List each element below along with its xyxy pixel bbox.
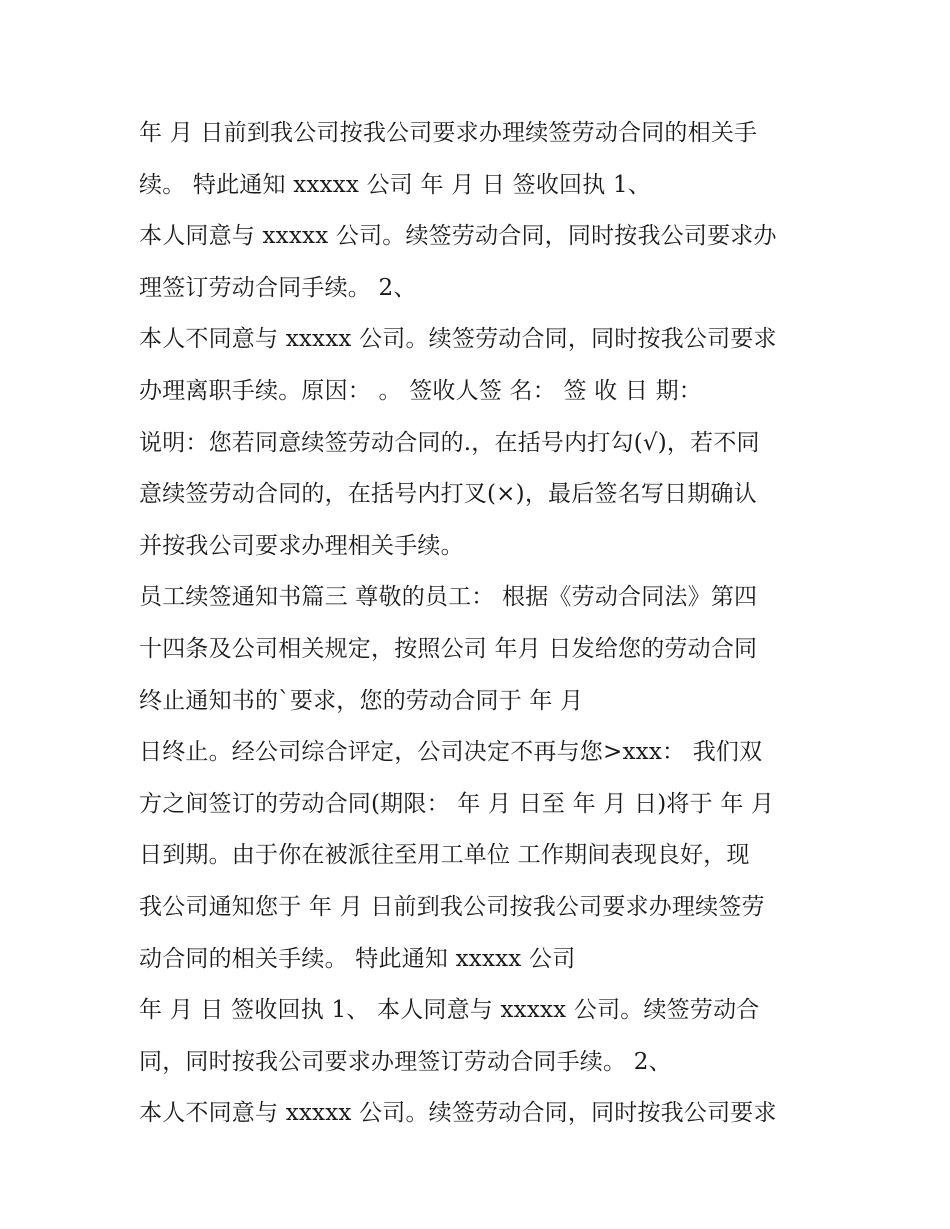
- text-line: 本人同意与 xxxxx 公司。续签劳动合同，同时按我公司要求办: [139, 223, 777, 250]
- text-line: 日到期。由于你在被派往至用工单位 工作期间表现良好，现: [139, 842, 750, 869]
- text-line: 本人不同意与 xxxxx 公司。续签劳动合同，同时按我公司要求: [139, 1100, 777, 1127]
- text-line: 理签订劳动合同手续。 2、: [139, 274, 417, 301]
- text-line: 年 月 日前到我公司按我公司要求办理续签劳动合同的相关手: [139, 120, 758, 146]
- text-line: 日终止。经公司综合评定，公司决定不再与您>xxx： 我们双: [139, 739, 763, 766]
- text-line: 十四条及公司相关规定，按照公司 年月 日发给您的劳动合同: [139, 635, 758, 662]
- text-line: 年 月 日 签收回执 1、 本人同意与 xxxxx 公司。续签劳动合: [139, 997, 760, 1024]
- text-line: 动合同的相关手续。 特此通知 xxxxx 公司: [139, 945, 576, 972]
- text-line: 我公司通知您于 年 月 日前到我公司按我公司要求办理续签劳: [139, 893, 765, 920]
- text-line: 并按我公司要求办理相关手续。: [139, 532, 464, 559]
- text-line: 终止通知书的`要求，您的劳动合同于 年 月: [139, 687, 584, 714]
- text-line: 本人不同意与 xxxxx 公司。续签劳动合同，同时按我公司要求: [139, 326, 777, 353]
- text-line: 说明：您若同意续签劳动合同的.，在括号内打勾(√)，若不同: [139, 429, 760, 456]
- text-line: 员工续签通知书篇三 尊敬的员工： 根据《劳动合同法》第四: [139, 584, 758, 611]
- document-body: [139, 108, 829, 1140]
- text-line: 方之间签订的劳动合同(期限： 年 月 日至 年 月 日)将于 年 月: [139, 790, 775, 817]
- text-line: 续。 特此通知 xxxxx 公司 年 月 日 签收回执 1、: [139, 171, 651, 198]
- text-line: 同，同时按我公司要求办理签订劳动合同手续。 2、: [139, 1048, 672, 1075]
- text-line: 办理离职手续。原因： 。 签收人签 名： 签 收 日 期：: [139, 377, 702, 404]
- text-line: 意续签劳动合同的，在括号内打叉(×)，最后签名写日期确认: [139, 481, 757, 508]
